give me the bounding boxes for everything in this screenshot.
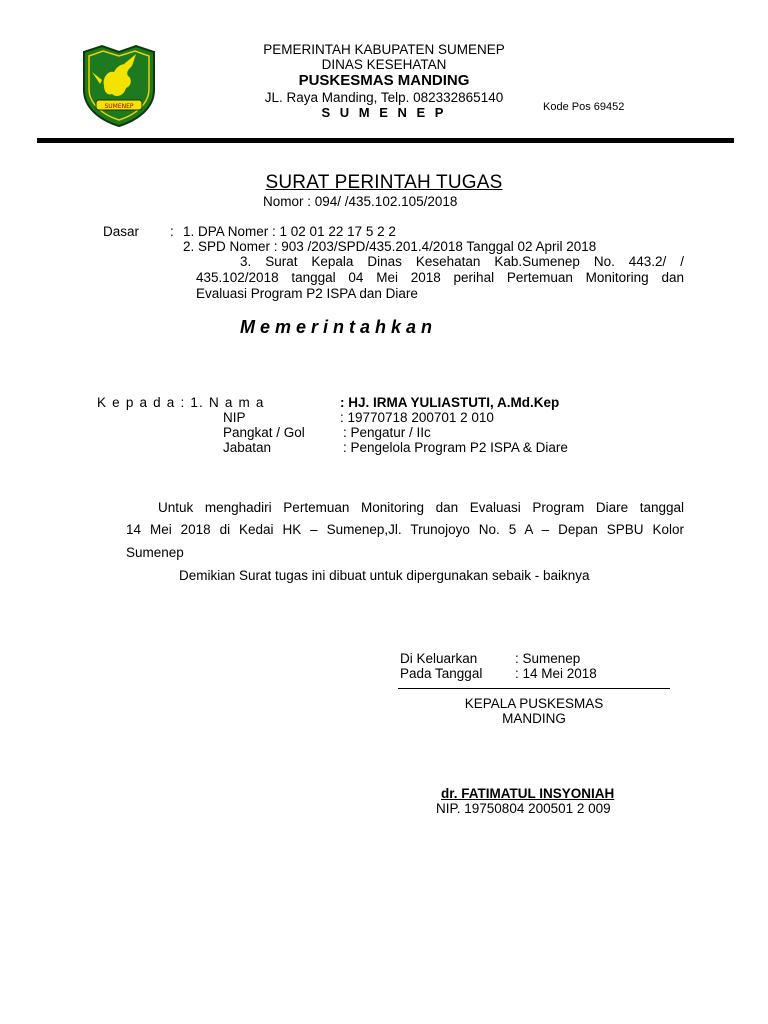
signatory-name: dr. FATIMATUL INSYONIAH — [441, 786, 615, 801]
paragraph-line-1: Untuk menghadiri Pertemuan Monitoring dan Evaluasi Program Diare tanggal — [158, 500, 684, 515]
header-city: S U M E N E P — [321, 105, 447, 120]
header-postal-code: Kode Pos 69452 — [543, 101, 625, 113]
jabatan-value: : Pengelola Program P2 ISPA & Diare — [343, 440, 568, 455]
puskesmas-logo — [80, 42, 158, 128]
dasar-item-2: 2. SPD Nomer : 903 /203/SPD/435.201.4/2018 Tanggal 02 April 2018 — [183, 239, 597, 254]
nama-value: : HJ. IRMA YULIASTUTI, A.Md.Kep — [340, 395, 560, 410]
pangkat-label: Pangkat / Gol — [223, 425, 305, 440]
office-name: MANDING — [502, 711, 566, 726]
signature-divider — [398, 688, 670, 689]
jabatan-label: Jabatan — [223, 440, 272, 455]
header-address: JL. Raya Manding, Telp. 082332865140 — [264, 90, 504, 105]
signatory-nip: NIP. 19750804 200501 2 009 — [436, 801, 611, 816]
nip-label: NIP — [223, 410, 246, 425]
header-department: DINAS KESEHATAN — [321, 57, 447, 72]
paragraph-line-3: Sumenep — [126, 545, 184, 560]
dasar-item-3-line-3: Evaluasi Program P2 ISPA dan Diare — [196, 286, 418, 301]
issued-at-label: Di Keluarkan — [400, 651, 478, 666]
dasar-label: Dasar — [103, 224, 140, 239]
kepada-label: K e p a d a : 1. N a m a — [97, 395, 265, 410]
dasar-item-1: 1. DPA Nomer : 1 02 01 22 17 5 2 2 — [183, 224, 396, 239]
header-puskesmas: PUSKESMAS MANDING — [298, 72, 470, 89]
issued-at-value: : Sumenep — [515, 651, 581, 666]
dasar-colon: : — [170, 224, 174, 239]
header-government: PEMERINTAH KABUPATEN SUMENEP — [263, 42, 505, 57]
office-title: KEPALA PUSKESMAS — [464, 696, 604, 711]
header-divider — [37, 138, 734, 143]
issued-date-value: : 14 Mei 2018 — [515, 666, 597, 681]
letter-number: Nomor : 094/ /435.102.105/2018 — [263, 194, 458, 209]
svg-text:SUMENEP: SUMENEP — [104, 103, 134, 110]
letter-title: SURAT PERINTAH TUGAS — [265, 172, 503, 193]
nip-value: : 19770718 200701 2 010 — [340, 410, 494, 425]
dasar-item-3-line-1: 3. Surat Kepala Dinas Kesehatan Kab.Sumenep No. 443.2/ / — [240, 254, 684, 269]
issued-date-label: Pada Tanggal — [400, 666, 483, 681]
pangkat-value: : Pengatur / IIc — [343, 425, 431, 440]
closing-sentence: Demikian Surat tugas ini dibuat untuk dipergunakan sebaik - baiknya — [179, 568, 590, 583]
command-heading: Memerintahkan — [240, 317, 438, 337]
dasar-item-3-line-2: 435.102/2018 tanggal 04 Mei 2018 perihal Pertemuan Monitoring dan — [196, 270, 684, 285]
paragraph-line-2: 14 Mei 2018 di Kedai HK – Sumenep,Jl. Trunojoyo No. 5 A – Depan SPBU Kolor — [126, 522, 684, 537]
